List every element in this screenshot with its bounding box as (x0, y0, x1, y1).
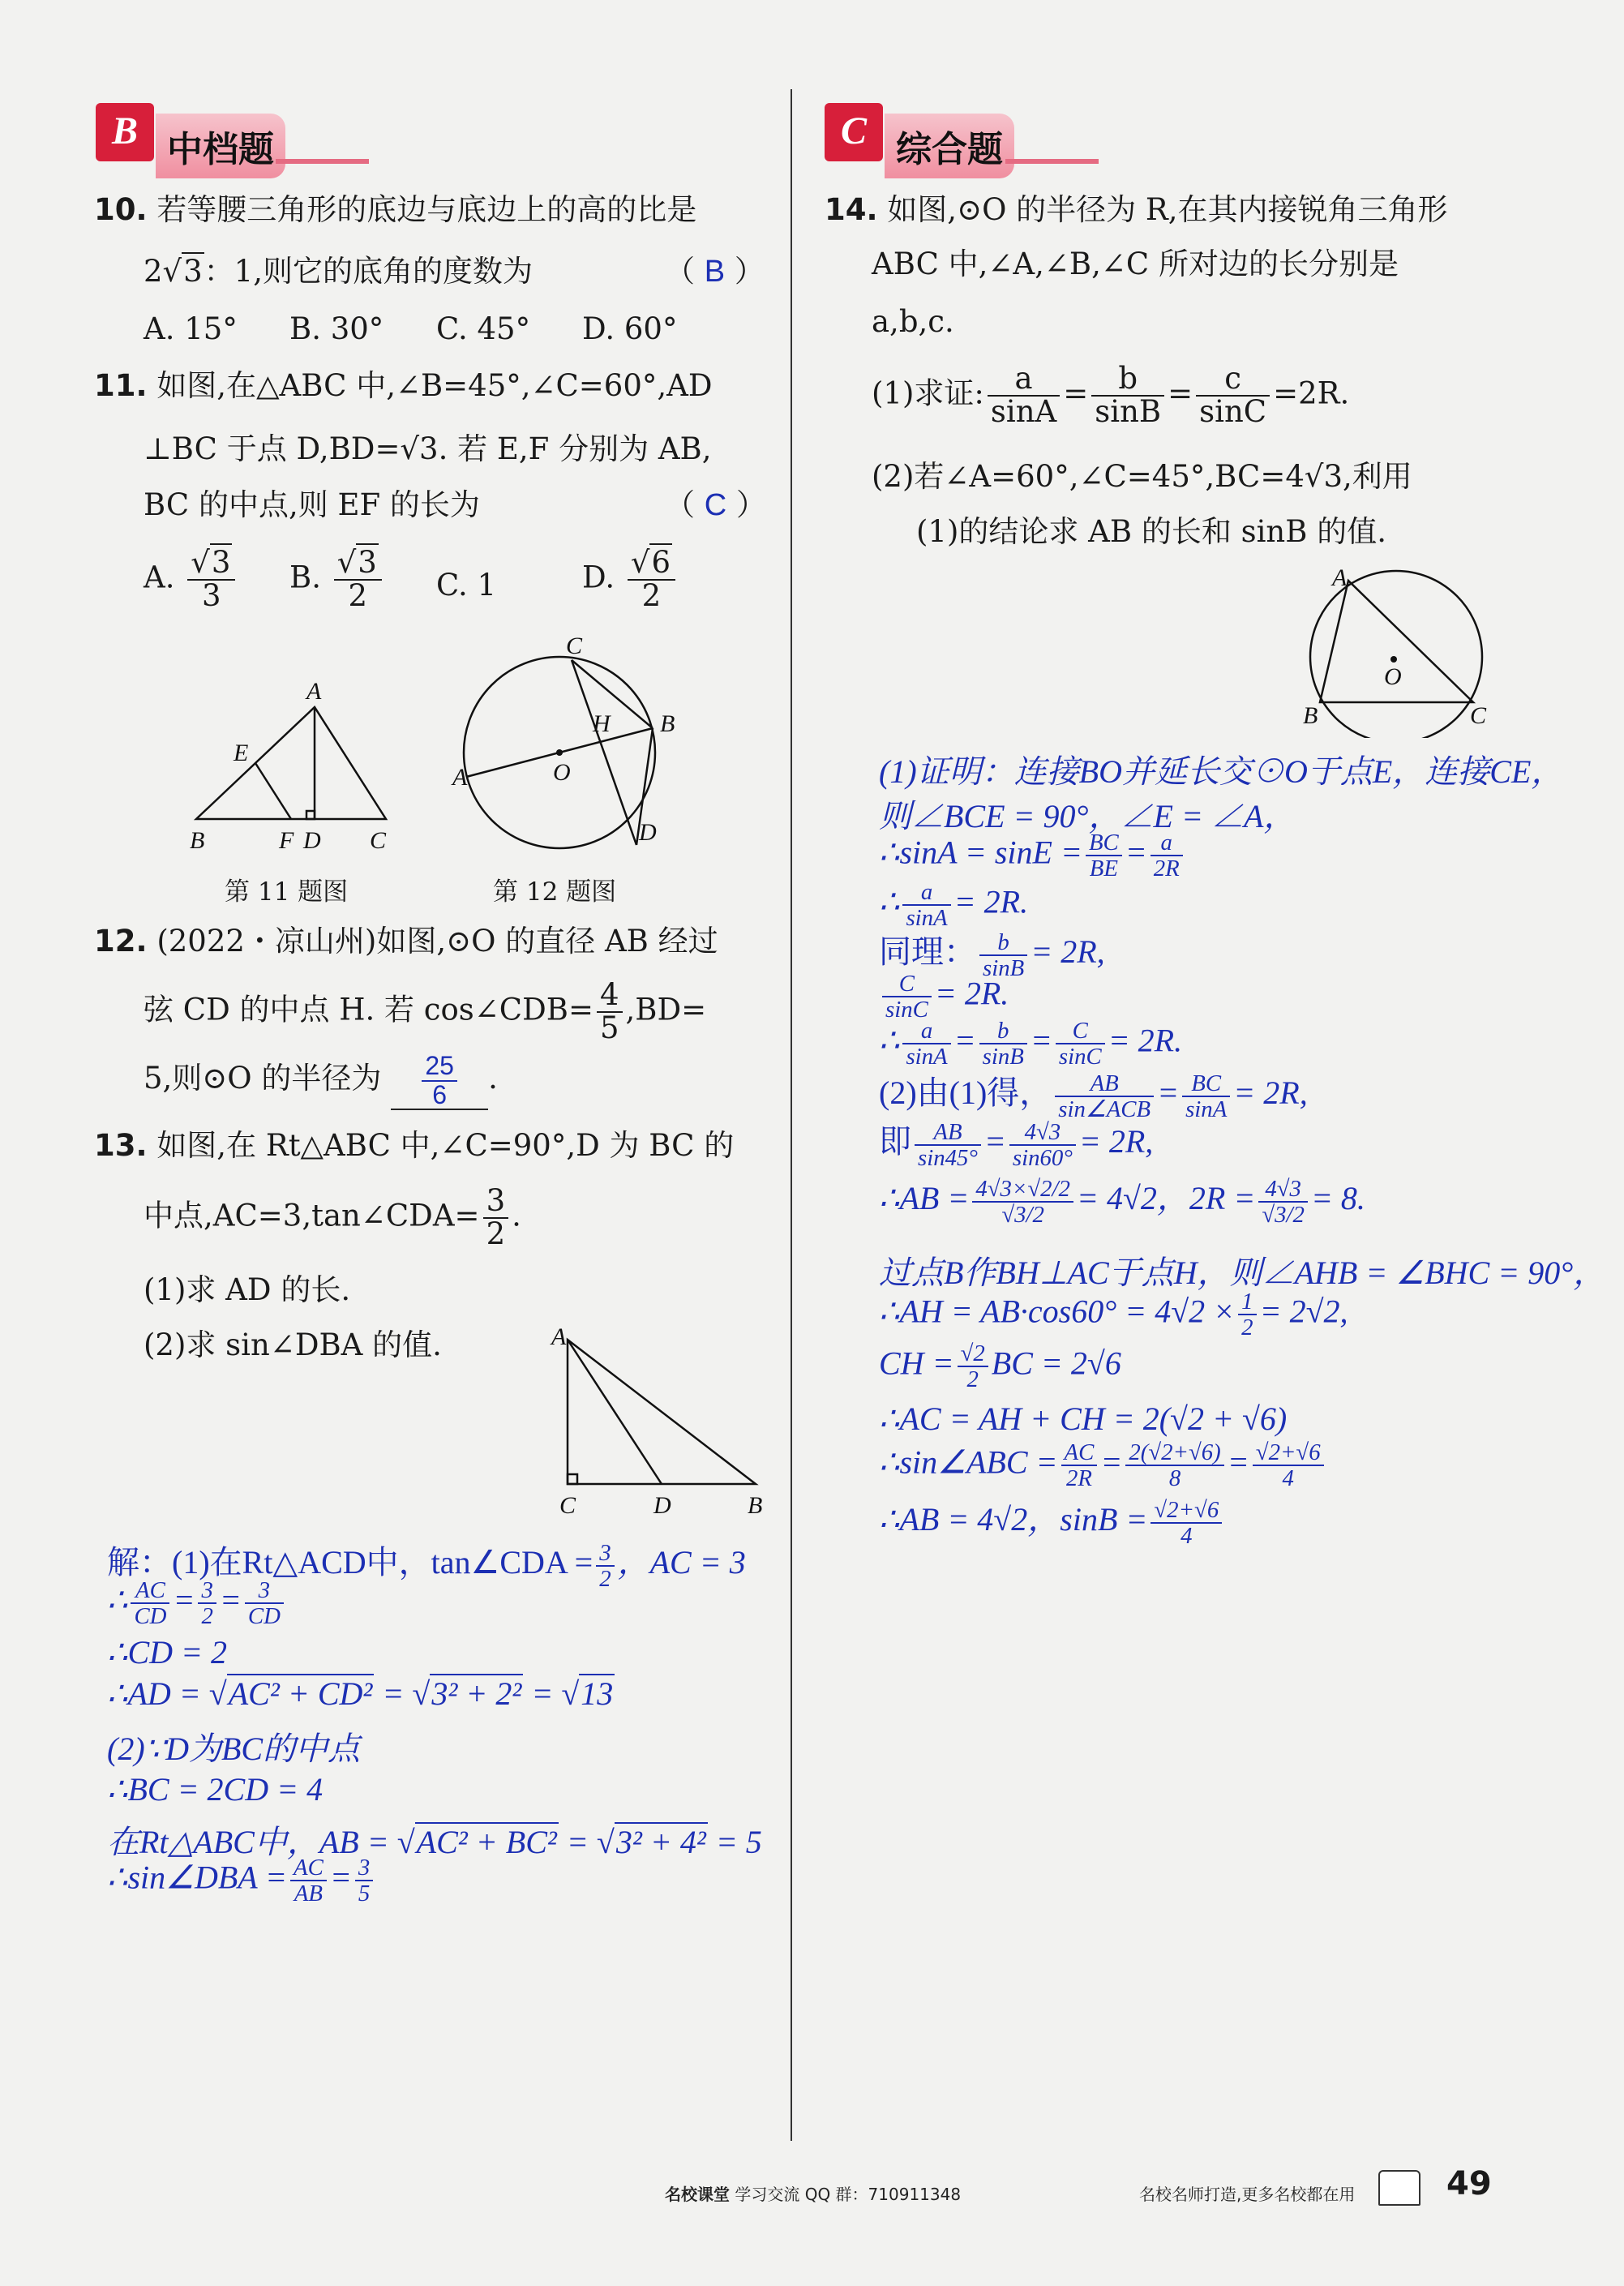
sol13-l4-text: ∴AD = (107, 1675, 201, 1712)
q11-paren-right: ） (735, 487, 766, 522)
sol13-l7-rad1: AC² + BC² (416, 1824, 557, 1860)
q12-text1: (2022・凉山州)如图,⊙O 的直径 AB 经过 (156, 924, 718, 959)
sol14-l15-eq: = (1100, 1443, 1123, 1481)
sol14-l9-d1: sin45° (918, 1144, 978, 1171)
q13-tan-num: 3 (483, 1186, 509, 1219)
sol14-l15-n2: 2(√2+√6) (1125, 1440, 1223, 1466)
sol13-l4-rad1: AC² + CD² (228, 1675, 373, 1712)
q10-number: 10. (94, 192, 148, 227)
q13-text1: 如图,在 Rt△ABC 中,∠C=90°,D 为 BC 的 (156, 1128, 735, 1163)
fig11-label-a: A (306, 678, 322, 705)
sol14-l3-d1: BE (1089, 856, 1118, 882)
sol14-l6-tail: = 2R. (934, 975, 1009, 1012)
q10-text1: 若等腰三角形的底边与底边上的高的比是 (156, 192, 697, 227)
q14-p1-d2: sinB (1095, 393, 1162, 429)
q14-p1-n3: c (1196, 363, 1270, 397)
q10-option-b: B. 30° (289, 311, 384, 346)
q11-opt-b-label: B. (289, 560, 321, 595)
sol14-l8-text: (2)由(1)得， (879, 1074, 1052, 1111)
q11-opt-d-den: 2 (641, 577, 662, 613)
q14-number: 14. (825, 192, 878, 227)
sol14-line9 (879, 1116, 1153, 1170)
fig13-label-a: A (551, 1323, 567, 1350)
section-c-title: 综合题 (885, 114, 1014, 178)
q11-opt-b-den: 2 (348, 577, 368, 613)
q14-p1-d1: sinA (990, 393, 1057, 429)
sol13-l7-tail: = 5 (715, 1824, 762, 1860)
sol14-l10-text: ∴AB = (879, 1180, 970, 1216)
q12-text3: 5,则⊙O 的半径为 (144, 1061, 382, 1096)
q14-p1-tail: =2R. (1273, 375, 1350, 411)
q14-p1-eq1: = (1063, 375, 1089, 411)
q11-opt-a-label: A. (144, 560, 175, 595)
sol14-l6-n: C (882, 971, 932, 997)
q11-line1 (94, 368, 713, 403)
q14-p1-eq2: = (1168, 375, 1193, 411)
sol14-line7 (879, 1019, 1182, 1069)
sol13-line8 (107, 1855, 376, 1906)
sol14-line13 (879, 1341, 1121, 1392)
sol13-l2-eq: = (173, 1581, 195, 1619)
fig13-label-c: C (559, 1492, 576, 1519)
figure-11 (178, 665, 405, 860)
sol13-l8-d2: 5 (358, 1881, 371, 1907)
q11-option-c: C. 1 (436, 568, 497, 603)
sol14-l3-text: ∴sinA = sinE = (879, 834, 1082, 871)
sol13-line5: (2)∵D为BC的中点 (107, 1731, 361, 1767)
footer-brand: 名校课堂 (665, 2185, 730, 2204)
sol14-l7-n1: a (902, 1019, 950, 1044)
q14-part3: (1)的结论求 AB 的长和 sinB 的值. (916, 514, 1386, 549)
q12-answer-den: 6 (432, 1079, 448, 1109)
q11-line2: ⊥BC 于点 D,BD=√3. 若 E,F 分别为 AB, (144, 431, 712, 466)
sol14-l9-tail: = 2R, (1078, 1123, 1154, 1160)
sol13-l2-eq2: = (219, 1581, 242, 1619)
sol14-l7-eq1: = (953, 1022, 976, 1059)
q14-line1 (825, 192, 1448, 227)
sol14-l10-tail: = 8. (1310, 1180, 1365, 1216)
sol14-line11: 过点B作BH⊥AC于点H，则∠AHB = ∠BHC = 90°， (879, 1255, 1606, 1291)
sol14-line10 (879, 1173, 1365, 1227)
q11-number: 11. (94, 368, 148, 403)
q12-line2 (144, 977, 707, 1045)
sol13-l2-d3: CD (247, 1603, 281, 1630)
sol14-l13-tail: BC = 2√6 (991, 1345, 1121, 1382)
figure-13 (543, 1322, 770, 1525)
sol13-l2-d2: 2 (201, 1603, 213, 1630)
q11-paren-left: （ (665, 487, 695, 522)
section-b-badge: B (96, 103, 154, 161)
sol14-line6 (879, 971, 1009, 1022)
q12-number: 12. (94, 924, 148, 959)
footer-qq-text: 学习交流 QQ 群：710911348 (735, 2185, 962, 2204)
q10-ratio-coef: 2 (144, 254, 163, 289)
section-c-badge: C (825, 103, 883, 161)
sol14-l8-tail: = 2R, (1233, 1074, 1308, 1111)
fig13-label-d: D (653, 1492, 671, 1519)
q13-text2: 中点,AC=3,tan∠CDA= (144, 1198, 480, 1233)
fig14-label-a: A (1332, 568, 1348, 591)
q10-ratio-radicand: 3 (183, 254, 203, 289)
fig14-label-o: O (1384, 663, 1402, 690)
sol13-l8-d1: AB (294, 1881, 324, 1907)
sol14-l15-n3: √2+√6 (1253, 1440, 1324, 1466)
fig12-caption: 第 12 题图 (493, 877, 617, 907)
q13-line1 (94, 1128, 735, 1163)
sol14-l9-eq: = (983, 1123, 1006, 1160)
sol13-l4-rad2: 3² + 2² (431, 1675, 522, 1712)
sol14-l6-d: sinC (885, 997, 928, 1023)
sol14-l12-tail: = 2√2, (1259, 1293, 1348, 1330)
sol13-line6: ∴BC = 2CD = 4 (107, 1771, 324, 1808)
sol14-line2: 则∠BCE = 90°，∠E = ∠A， (879, 798, 1296, 834)
sol14-l8-d2: sinA (1185, 1096, 1228, 1122)
sol13-l8-text: ∴sin∠DBA = (107, 1859, 288, 1896)
fig12-label-a: A (452, 764, 468, 791)
q14-line2: ABC 中,∠A,∠B,∠C 所对边的长分别是 (872, 247, 1399, 281)
figure-14 (1293, 568, 1504, 738)
q14-p1-d3: sinC (1199, 393, 1267, 429)
q12-text2: 弦 CD 的中点 H. 若 cos∠CDB= (144, 992, 593, 1027)
q11-answer-box (665, 487, 766, 522)
sol14-l5-n: b (979, 930, 1027, 956)
sol14-l7-tail: = 2R. (1108, 1022, 1183, 1059)
footer-slogan: 名校名师打造,更多名校都在用 (1139, 2185, 1356, 2204)
sol14-l4-tail: = 2R. (953, 883, 1029, 920)
fig11-label-e: E (234, 740, 249, 766)
fig11-label-b: B (190, 827, 205, 854)
q10-option-d: D. 60° (582, 311, 678, 346)
sol13-l4-eq2: = (531, 1675, 554, 1712)
q10-paren-left: （ (665, 254, 695, 289)
q11-option-d: D. $\frac{√6}{2}$ (582, 547, 679, 612)
sol13-l7-rad2: 3² + 4² (615, 1824, 706, 1860)
page-number: 49 (1446, 2165, 1492, 2202)
sol14-line12 (879, 1289, 1348, 1340)
sol14-l7-d1: sinA (906, 1044, 948, 1070)
sol13-line4: ∴AD = √AC² + CD² = √3² + 2² = √13 (107, 1675, 614, 1712)
sol14-l4-n: a (902, 880, 950, 906)
sol14-l8-n1: AB (1055, 1071, 1154, 1097)
q14-line3: a,b,c. (872, 304, 954, 339)
q13-text2b: . (512, 1198, 521, 1233)
sol13-l2-d1: CD (134, 1603, 167, 1630)
q14-p1-label: (1)求证: (872, 375, 984, 411)
sol14-l7-d2: sinB (982, 1044, 1024, 1070)
q11-option-a: A. $\frac{√3}{3}$ (144, 547, 238, 612)
sol14-l3-n2: a (1151, 830, 1183, 856)
q14-text1: 如图,⊙O 的半径为 R,在其内接锐角三角形 (887, 192, 1448, 227)
fig14-label-b: B (1303, 702, 1318, 729)
sol14-l12-d: 2 (1241, 1315, 1253, 1341)
q10-answer: B (704, 255, 726, 289)
fig11-caption: 第 11 题图 (225, 877, 349, 907)
section-c-underline (1005, 159, 1099, 164)
q10-line2: 2√3：1,则它的底角的度数为 (144, 254, 533, 289)
fig11-label-f: F (279, 827, 294, 854)
column-divider (791, 89, 792, 2141)
q11-opt-d-label: D. (582, 560, 615, 595)
fig12-label-d: D (639, 819, 657, 846)
q14-part1 (872, 363, 1349, 428)
sol13-l8-n2: 3 (355, 1855, 373, 1881)
q11-answer: C (704, 488, 727, 522)
sol14-l16-text: ∴AB = 4√2，sinB = (879, 1501, 1148, 1538)
sol13-l8-eq: = (329, 1859, 352, 1896)
sol13-l4-rad3: 13 (581, 1675, 614, 1712)
q14-p1-n2: b (1091, 363, 1164, 397)
q11-opt-b-radicand: 3 (358, 545, 377, 580)
sol14-l16-d: 4 (1181, 1522, 1193, 1549)
sol13-l8-n1: AC (290, 1855, 327, 1881)
sol14-l13-n: √2 (958, 1341, 988, 1367)
sol14-l15-text: ∴sin∠ABC = (879, 1443, 1058, 1481)
sol14-l7-eq2: = (1030, 1022, 1052, 1059)
q12-line1 (94, 924, 718, 959)
sol14-l5-d: sinB (983, 954, 1025, 981)
q13-number: 13. (94, 1128, 148, 1163)
sol14-l10-mid: = 4√2，2R = (1076, 1180, 1256, 1216)
sol14-l13-text: CH = (879, 1345, 954, 1382)
q11-option-b: B. $\frac{√3}{2}$ (289, 547, 385, 612)
fig12-label-o: O (553, 759, 571, 786)
q11-opt-a-radicand: 3 (211, 545, 231, 580)
sol14-l9-n1: AB (915, 1120, 981, 1146)
sol14-l3-eq: = (1125, 834, 1147, 871)
sol14-l8-d1: sin∠ACB (1058, 1096, 1151, 1122)
q10-option-a: A. 15° (144, 311, 238, 346)
sol14-l8-eq: = (1157, 1074, 1180, 1111)
q14-p1-n1: a (988, 363, 1060, 397)
sol13-line2 (107, 1578, 287, 1628)
brand-logo-icon (1378, 2170, 1420, 2206)
sol13-line3: ∴CD = 2 (107, 1634, 228, 1671)
sol13-line7: 在Rt△ABC中，AB = √AC² + BC² = √3² + 4² = 5 (107, 1824, 762, 1860)
sol14-l15-n1: AC (1061, 1440, 1098, 1466)
sol14-l12-text: ∴AH = AB·cos60° = 4√2 × (879, 1293, 1236, 1330)
q11-line3: BC 的中点,则 EF 的长为 (144, 487, 480, 522)
q10-line1 (94, 192, 697, 227)
sol13-l1-tail: ，AC = 3 (617, 1544, 746, 1580)
sol14-l15-d3: 4 (1282, 1465, 1294, 1492)
sol13-l2-therefore: ∴ (107, 1581, 128, 1619)
sol13-l1-text: 解：(1)在Rt△ACD中，tan∠CDA = (107, 1544, 593, 1580)
fig12-label-h: H (593, 710, 611, 737)
sol14-l4-therefore: ∴ (879, 883, 900, 920)
sol14-l10-n1: 4√3×√2/2 (972, 1177, 1073, 1203)
sol14-line16 (879, 1494, 1225, 1548)
sol14-l9-d2: sin60° (1012, 1144, 1073, 1171)
sol14-l16-n: √2+√6 (1151, 1498, 1222, 1524)
section-b-title: 中档题 (156, 114, 285, 178)
sol14-l10-d2: √3/2 (1262, 1201, 1305, 1228)
sol14-l10-d1: √3/2 (1001, 1201, 1044, 1228)
fig11-label-d: D (303, 827, 321, 854)
q10-text2: ：1,则它的底角的度数为 (204, 254, 533, 289)
q12-text2b: ,BD= (625, 992, 707, 1027)
fig13-label-b: B (748, 1492, 763, 1519)
sol14-l7-therefore: ∴ (879, 1022, 900, 1059)
q11-opt-d-radicand: 6 (651, 545, 671, 580)
sol14-l13-d: 2 (966, 1366, 979, 1393)
q10-answer-box (665, 256, 765, 287)
sol14-l15-d1: 2R (1065, 1465, 1092, 1492)
sol13-l2-n3: 3 (245, 1578, 284, 1604)
fig14-label-c: C (1470, 702, 1487, 729)
sol14-l7-n3: C (1056, 1019, 1105, 1044)
q11-text1: 如图,在△ABC 中,∠B=45°,∠C=60°,AD (156, 368, 713, 403)
sol14-l7-n2: b (979, 1019, 1027, 1044)
sol14-l5-text: 同理： (879, 933, 976, 970)
fig12-label-b: B (660, 710, 675, 737)
sol14-line3 (879, 830, 1186, 881)
q12-line3 (144, 1053, 498, 1110)
q13-tan-den: 2 (486, 1216, 506, 1251)
sol13-l7-eq: = (566, 1824, 589, 1860)
q10-paren-right: ） (734, 254, 765, 289)
sol14-line8 (879, 1067, 1308, 1122)
sol14-line1: (1)证明：连接BO并延长交⊙O于点E，连接CE， (879, 753, 1564, 790)
sol14-l3-n1: BC (1086, 830, 1122, 856)
sol13-l4-eq: = (382, 1675, 405, 1712)
sol14-l15-d2: 8 (1168, 1465, 1181, 1492)
section-b-underline (276, 159, 369, 164)
sol13-l2-n1: AC (131, 1578, 169, 1604)
q13-sub2: (2)求 sin∠DBA 的值. (144, 1327, 442, 1362)
q12-answer-num: 25 (422, 1053, 457, 1082)
sol14-l4-d: sinA (906, 905, 948, 932)
footer-qq (665, 2181, 961, 2205)
q12-cos-den: 5 (599, 1010, 619, 1045)
sol13-l1-num: 3 (596, 1541, 614, 1567)
sol13-l2-n2: 3 (198, 1578, 216, 1604)
sol14-l9-n2: 4√3 (1009, 1120, 1076, 1146)
sol13-l1-den: 2 (599, 1565, 611, 1592)
q13-sub1: (1)求 AD 的长. (144, 1272, 351, 1307)
sol14-l7-d3: sinC (1058, 1044, 1102, 1070)
sol13-l7-text: 在Rt△ABC中，AB = (107, 1824, 389, 1860)
q12-cos-num: 4 (597, 980, 623, 1013)
q13-line2 (144, 1183, 521, 1251)
q11-opt-a-den: 3 (202, 577, 221, 613)
q12-period: . (488, 1061, 498, 1096)
sol14-l3-d2: 2R (1153, 856, 1180, 882)
sol14-l10-n2: 4√3 (1258, 1177, 1308, 1203)
sol14-l15-eq2: = (1227, 1443, 1249, 1481)
sol14-l8-n2: BC (1182, 1071, 1230, 1097)
sol14-l5-tail: = 2R, (1031, 933, 1105, 970)
fig11-label-c: C (370, 827, 387, 854)
fig12-label-c: C (566, 633, 583, 659)
sol14-line15 (879, 1440, 1327, 1490)
sol14-l12-n: 1 (1238, 1289, 1256, 1315)
sol14-l9-text: 即 (879, 1123, 911, 1160)
sol14-line14: ∴AC = AH + CH = 2(√2 + √6) (879, 1400, 1288, 1437)
q14-part2: (2)若∠A=60°,∠C=45°,BC=4√3,利用 (872, 459, 1412, 494)
sol14-line4 (879, 880, 1028, 930)
figure-12 (446, 633, 689, 860)
q10-option-c: C. 45° (436, 311, 531, 346)
